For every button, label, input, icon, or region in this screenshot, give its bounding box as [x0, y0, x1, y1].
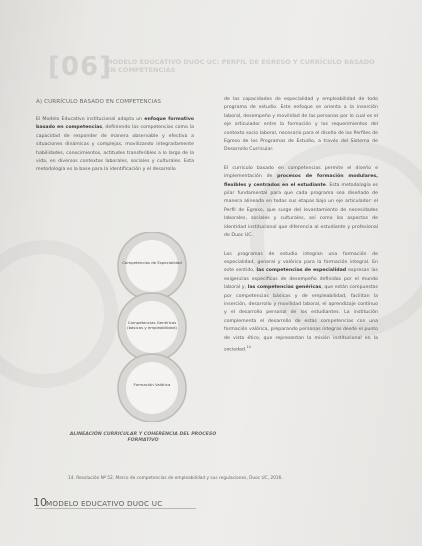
- footnote: 14. Resolución Nº 52, Marco de competencias de empleabilidad y sus regulaciones, Duoc UC, 2016.: [68, 476, 283, 481]
- text-run: , que están compuestas por competencias básicas y de empleabilidad, facilitan la inserción, desarrollo y movilidad laboral, el aprendizaje continuo y el desarrollo personal de los estudiantes. La institución complementa el desarrollo de estas competencias con una formación valórica, preparando personas íntegras desde el punto de vista ético, que representan la misión institucional en la sociedad.: [224, 285, 378, 353]
- right-column: [224, 96, 378, 355]
- text-run: El currículo basado en competencias permite el diseño e implementación de: [224, 165, 378, 180]
- emphasis-text: enfoque formativo basado en competencias: [36, 117, 195, 131]
- circle-label-genericas: Competencias Genéricas (básicas y empleabilidad): [127, 320, 177, 330]
- circle-label-valorica: Formación Valórica: [133, 382, 171, 387]
- right-paragraph-2: [224, 165, 378, 241]
- text-run: expresan las exigencias específicas de desempeño definidas por el mundo laboral y,: [224, 268, 378, 291]
- text-run: Los programas de estudio integran una formación de especialidad, general y valórica para la formación integral. En este sentido,: [224, 251, 378, 274]
- footnote-marker: 14: [246, 344, 251, 349]
- page-number: 10: [33, 496, 47, 509]
- section-title: A) CURRÍCULO BASADO EN COMPETENCIAS: [36, 99, 162, 105]
- circle-especialidad-inner: [126, 240, 178, 292]
- right-paragraph-3: [224, 251, 378, 355]
- left-column: [36, 116, 194, 175]
- competency-diagram: [92, 232, 212, 422]
- text-run: . Esta metodología es pilar fundamental para que cada programa sea diseñado de manera alineada en todas sus etapas bajo un eje articulador: el Perfil de Egreso, que surge del levantamiento de necesidades laborales, sociales y culturales, así como los aspectos de identidad institucional que diferencia al estudiante y profesional de Duoc UC.: [224, 182, 378, 239]
- chapter-number: [06]: [48, 52, 112, 82]
- emphasis-text: las competencias genéricas: [247, 285, 322, 291]
- emphasis-text: procesos de formación modulares, flexibles y centrados en el estudiante: [224, 174, 378, 188]
- footer-label: MODELO EDUCATIVO DUOC UC: [46, 499, 163, 508]
- text-run: El Modelo Educativo institucional adopta un: [36, 117, 145, 122]
- right-paragraph-1: de las capacidades de especialidad y empleabilidad de todo programa de estudio. Este enfoque se orienta a la inserción laboral, desempeño y movilidad de las personas por lo cual es el eje articulador entre la formación y los requerimientos del contexto socio laboral, necesario para el diseño de los Perfiles de Egreso de los Programas de Estudio, a través del Sistema de Desarrollo Curricular.: [224, 97, 378, 153]
- footer-rule: [36, 508, 196, 509]
- text-run: , definiendo las competencias como la capacidad de responder de manera observable y efectiva a situaciones dinámicas y complejas, movilizando integradamente habilidades, conocimientos, actitudes transferibles a lo largo de la vida, en diversos contextos laborales, sociales y culturales. Esta metodología es la base para la identificación y el desarrollo: [36, 125, 195, 173]
- left-paragraph: [36, 116, 194, 175]
- circle-label-especialidad: Competencias de Especialidad: [122, 260, 182, 265]
- chapter-header: [48, 52, 388, 82]
- chapter-title: MODELO EDUCATIVO DUOC UC: PERFIL DE EGRESO Y CURRÍCULO BASADO EN COMPETENCIAS: [106, 58, 375, 74]
- circle-valorica-inner: [126, 362, 178, 414]
- emphasis-text: las competencias de especialidad: [256, 268, 347, 274]
- diagram-caption: ALINEACIÓN CURRICULAR Y COHERENCIA DEL PROCESO FORMATIVO: [69, 432, 217, 443]
